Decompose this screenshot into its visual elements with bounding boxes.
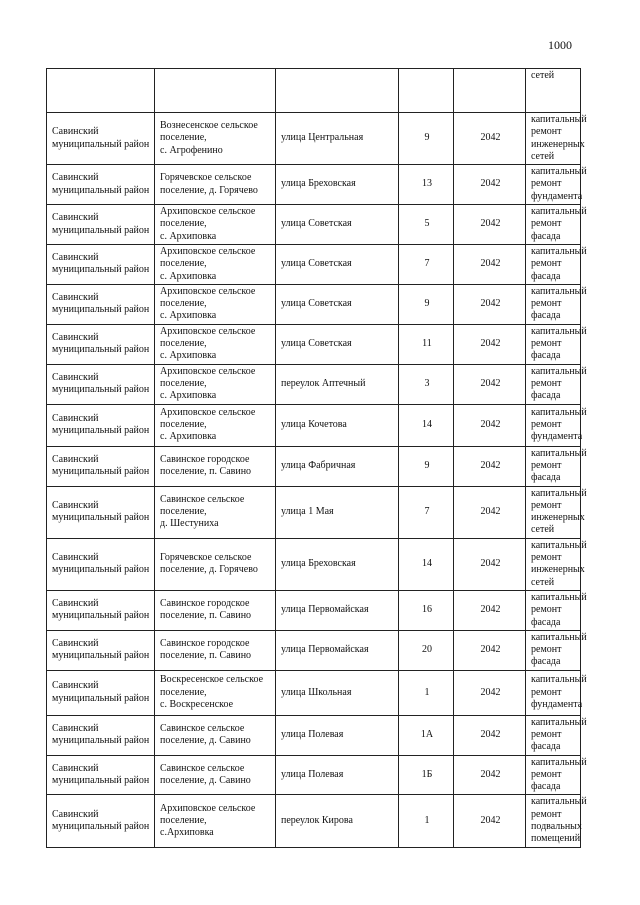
cell-settlement xyxy=(155,284,276,324)
cell-work xyxy=(526,755,587,795)
table-row xyxy=(47,364,581,404)
table-row xyxy=(47,404,581,446)
table-row xyxy=(47,244,581,284)
settlement-text: Савинское городское поселение, п. Савино xyxy=(160,598,252,622)
cell-district xyxy=(47,364,155,404)
repair-schedule-table xyxy=(46,68,587,848)
cell-settlement xyxy=(155,364,276,404)
cell-year xyxy=(454,244,526,284)
district-text: Савинский муниципальный район xyxy=(52,680,150,704)
cell-district xyxy=(47,404,155,446)
cell-district xyxy=(47,715,155,755)
work-text: капитальный ремонт фасада xyxy=(531,591,587,628)
cell-year xyxy=(454,165,526,205)
table-row xyxy=(47,670,581,715)
cell-street xyxy=(276,324,399,364)
settlement-text: Савинское сельское поселение, д. Савино xyxy=(160,722,251,747)
cell-house xyxy=(399,404,454,446)
cell-street xyxy=(276,113,399,165)
street-text: улица Центральная xyxy=(281,132,364,144)
cell-settlement xyxy=(155,715,276,755)
cell-year xyxy=(454,670,526,715)
cell-district xyxy=(47,486,155,538)
house-text: 20 xyxy=(422,644,432,656)
cell-year xyxy=(454,364,526,404)
settlement-text: Воскресенское сельское поселение, с. Воскресенское xyxy=(160,674,264,710)
street-text: улица Советская xyxy=(281,298,352,310)
year-text: 2042 xyxy=(480,814,501,826)
cell-work xyxy=(526,446,587,486)
table-row xyxy=(47,446,581,486)
work-text: сетей xyxy=(531,70,555,81)
work-text: капитальный ремонт фасада xyxy=(531,285,587,322)
year-text: 2042 xyxy=(480,418,501,430)
table-row xyxy=(47,324,581,364)
house-text: 3 xyxy=(424,378,430,390)
year-text: 2042 xyxy=(480,604,501,616)
cell-settlement xyxy=(155,113,276,165)
street-text: улица Первомайская xyxy=(281,644,369,656)
work-text: капитальный ремонт подвальных помещений xyxy=(531,796,587,845)
cell-street xyxy=(276,284,399,324)
street-text: улица Школьная xyxy=(281,686,352,698)
house-text: 16 xyxy=(422,604,432,616)
settlement-text: Савинское городское поселение, п. Савино xyxy=(160,453,252,478)
district-text: Савинский муниципальный район xyxy=(52,371,150,396)
cell-work xyxy=(526,113,587,165)
cell-settlement xyxy=(155,69,276,113)
cell-street xyxy=(276,446,399,486)
year-text: 2042 xyxy=(480,505,501,517)
cell-house xyxy=(399,755,454,795)
cell-district xyxy=(47,324,155,364)
settlement-text: Архиповское сельское поселение, с. Архиповка xyxy=(160,406,256,443)
work-text: капитальный ремонт фасада xyxy=(531,716,587,753)
cell-house xyxy=(399,324,454,364)
street-text: улица Полевая xyxy=(281,768,344,780)
year-text: 2042 xyxy=(480,178,501,190)
house-text: 9 xyxy=(424,132,430,144)
cell-street xyxy=(276,795,399,847)
cell-work xyxy=(526,205,587,245)
cell-year xyxy=(454,795,526,847)
table-row xyxy=(47,755,581,795)
settlement-text: Горячевское сельское поселение, д. Горячево xyxy=(160,172,258,196)
cell-street xyxy=(276,205,399,245)
year-text: 2042 xyxy=(480,258,501,270)
cell-year xyxy=(454,538,526,590)
settlement-text: Архиповское сельское поселение, с. Архиповка xyxy=(160,206,256,242)
work-text: капитальный ремонт инженерных сетей xyxy=(531,539,587,588)
table-row xyxy=(47,715,581,755)
year-text: 2042 xyxy=(480,378,501,390)
district-text: Савинский муниципальный район xyxy=(52,598,150,622)
cell-settlement xyxy=(155,446,276,486)
table-row xyxy=(47,630,581,670)
district-text: Савинский муниципальный район xyxy=(52,552,150,576)
cell-year xyxy=(454,205,526,245)
district-text: Савинский муниципальный район xyxy=(52,252,150,276)
street-text: переулок Кирова xyxy=(281,814,353,826)
cell-work xyxy=(526,670,587,715)
table-row xyxy=(47,205,581,245)
street-text: переулок Аптечный xyxy=(281,378,366,390)
cell-year xyxy=(454,630,526,670)
cell-street xyxy=(276,364,399,404)
house-text: 1 xyxy=(424,686,430,698)
cell-year xyxy=(454,284,526,324)
cell-house xyxy=(399,244,454,284)
district-text: Савинский муниципальный район xyxy=(52,453,150,478)
year-text: 2042 xyxy=(480,686,501,698)
district-text: Савинский муниципальный район xyxy=(52,637,150,662)
district-text: Савинский муниципальный район xyxy=(52,808,150,833)
cell-house xyxy=(399,284,454,324)
cell-year xyxy=(454,404,526,446)
district-text: Савинский муниципальный район xyxy=(52,331,150,356)
district-text: Савинский муниципальный район xyxy=(52,212,150,236)
house-text: 7 xyxy=(424,258,430,270)
table-row-continued xyxy=(47,69,581,113)
work-text: капитальный ремонт фундамента xyxy=(531,674,587,710)
street-text: улица Бреховская xyxy=(281,178,356,190)
cell-district xyxy=(47,165,155,205)
cell-house xyxy=(399,165,454,205)
cell-settlement xyxy=(155,404,276,446)
house-text: 14 xyxy=(422,558,432,570)
district-text: Савинский муниципальный район xyxy=(52,762,150,787)
cell-district xyxy=(47,795,155,847)
district-text: Савинский муниципальный район xyxy=(52,292,150,316)
work-text: капитальный ремонт фасада xyxy=(531,756,587,793)
district-text: Савинский муниципальный район xyxy=(52,126,150,150)
table-row xyxy=(47,284,581,324)
cell-work xyxy=(526,715,587,755)
cell-street xyxy=(276,244,399,284)
year-text: 2042 xyxy=(480,338,501,350)
page-number: 1000 xyxy=(548,38,572,52)
cell-work xyxy=(526,284,587,324)
cell-house xyxy=(399,113,454,165)
cell-street xyxy=(276,590,399,630)
cell-settlement xyxy=(155,324,276,364)
cell-work xyxy=(526,590,587,630)
cell-settlement xyxy=(155,538,276,590)
house-text: 14 xyxy=(422,418,432,430)
work-text: капитальный ремонт фундамента xyxy=(531,166,587,202)
cell-year xyxy=(454,446,526,486)
house-text: 13 xyxy=(422,178,432,190)
cell-settlement xyxy=(155,244,276,284)
cell-house xyxy=(399,670,454,715)
cell-district xyxy=(47,113,155,165)
table-row xyxy=(47,113,581,165)
table-row xyxy=(47,165,581,205)
year-text: 2042 xyxy=(480,644,501,656)
work-text: капитальный ремонт фасада xyxy=(531,631,587,668)
cell-settlement xyxy=(155,486,276,538)
year-text: 2042 xyxy=(480,728,501,740)
cell-work xyxy=(526,795,587,847)
year-text: 2042 xyxy=(480,132,501,144)
cell-house xyxy=(399,446,454,486)
cell-work xyxy=(526,165,587,205)
table-row xyxy=(47,538,581,590)
table-row xyxy=(47,795,581,847)
cell-year xyxy=(454,590,526,630)
cell-house xyxy=(399,715,454,755)
cell-year xyxy=(454,715,526,755)
cell-street xyxy=(276,755,399,795)
cell-house xyxy=(399,630,454,670)
table-row xyxy=(47,590,581,630)
cell-work xyxy=(526,244,587,284)
cell-year xyxy=(454,486,526,538)
cell-district xyxy=(47,670,155,715)
settlement-text: Архиповское сельское поселение, с. Архиповка xyxy=(160,365,256,402)
work-text: капитальный ремонт фасада xyxy=(531,447,587,484)
house-text: 11 xyxy=(422,338,432,350)
cell-house xyxy=(399,795,454,847)
street-text: улица Кочетова xyxy=(281,418,347,430)
work-text: капитальный ремонт инженерных сетей xyxy=(531,114,587,162)
cell-settlement xyxy=(155,165,276,205)
cell-street xyxy=(276,630,399,670)
cell-district xyxy=(47,755,155,795)
settlement-text: Архиповское сельское поселение, с.Архиповка xyxy=(160,802,256,839)
year-text: 2042 xyxy=(480,459,501,471)
house-text: 9 xyxy=(424,298,430,310)
cell-house xyxy=(399,205,454,245)
cell-settlement xyxy=(155,205,276,245)
cell-settlement xyxy=(155,630,276,670)
settlement-text: Горячевское сельское поселение, д. Горячево xyxy=(160,552,258,576)
settlement-text: Архиповское сельское поселение, с. Архиповка xyxy=(160,245,256,282)
street-text: улица Фабричная xyxy=(281,459,356,471)
year-text: 2042 xyxy=(480,768,501,780)
work-text: капитальный ремонт инженерных сетей xyxy=(531,487,587,536)
house-text: 7 xyxy=(424,505,430,517)
cell-settlement xyxy=(155,755,276,795)
street-text: улица Советская xyxy=(281,258,352,270)
settlement-text: Савинское городское поселение, п. Савино xyxy=(160,637,252,662)
cell-district xyxy=(47,590,155,630)
work-text: капитальный ремонт фасада xyxy=(531,325,587,362)
cell-street xyxy=(276,486,399,538)
cell-year xyxy=(454,69,526,113)
cell-district xyxy=(47,284,155,324)
cell-house xyxy=(399,590,454,630)
street-text: улица Советская xyxy=(281,338,352,350)
cell-work xyxy=(526,630,587,670)
cell-year xyxy=(454,324,526,364)
house-text: 1Б xyxy=(421,768,433,780)
cell-work xyxy=(526,69,581,113)
cell-district xyxy=(47,538,155,590)
cell-settlement xyxy=(155,670,276,715)
street-text: улица Советская xyxy=(281,218,352,230)
cell-street xyxy=(276,165,399,205)
settlement-text: Савинское сельское поселение, д. Шестуниха xyxy=(160,493,245,530)
work-text: капитальный ремонт фасада xyxy=(531,245,587,282)
cell-work xyxy=(526,404,587,446)
cell-house xyxy=(399,538,454,590)
cell-street xyxy=(276,715,399,755)
year-text: 2042 xyxy=(480,298,501,310)
cell-year xyxy=(454,113,526,165)
street-text: улица Полевая xyxy=(281,728,344,740)
settlement-text: Вознесенское сельское поселение, с. Агрофенино xyxy=(160,120,258,156)
cell-district xyxy=(47,630,155,670)
cell-work xyxy=(526,538,587,590)
house-text: 1 xyxy=(424,814,430,826)
cell-work xyxy=(526,364,587,404)
work-text: капитальный ремонт фундамента xyxy=(531,406,587,443)
cell-district xyxy=(47,244,155,284)
street-text: улица Первомайская xyxy=(281,604,369,616)
work-text: капитальный ремонт фасада xyxy=(531,365,587,402)
cell-street xyxy=(276,538,399,590)
cell-street xyxy=(276,69,399,113)
settlement-text: Архиповское сельское поселение, с. Архиповка xyxy=(160,285,256,322)
year-text: 2042 xyxy=(480,218,501,230)
cell-district xyxy=(47,205,155,245)
street-text: улица Бреховская xyxy=(281,558,356,570)
cell-house xyxy=(399,486,454,538)
work-text: капитальный ремонт фасада xyxy=(531,206,587,242)
district-text: Савинский муниципальный район xyxy=(52,722,150,747)
house-text: 9 xyxy=(424,459,430,471)
district-text: Савинский муниципальный район xyxy=(52,412,150,437)
house-text: 1А xyxy=(420,728,434,740)
cell-street xyxy=(276,404,399,446)
cell-work xyxy=(526,486,587,538)
cell-street xyxy=(276,670,399,715)
cell-district xyxy=(47,69,155,113)
settlement-text: Архиповское сельское поселение, с. Архиповка xyxy=(160,325,256,362)
cell-year xyxy=(454,755,526,795)
cell-settlement xyxy=(155,795,276,847)
cell-house xyxy=(399,69,454,113)
district-text: Савинский муниципальный район xyxy=(52,172,150,196)
house-text: 5 xyxy=(424,218,430,230)
cell-house xyxy=(399,364,454,404)
street-text: улица 1 Мая xyxy=(281,505,334,517)
cell-work xyxy=(526,324,587,364)
district-text: Савинский муниципальный район xyxy=(52,499,150,524)
cell-settlement xyxy=(155,590,276,630)
settlement-text: Савинское сельское поселение, д. Савино xyxy=(160,762,251,787)
year-text: 2042 xyxy=(480,558,501,570)
cell-district xyxy=(47,446,155,486)
table-row xyxy=(47,486,581,538)
